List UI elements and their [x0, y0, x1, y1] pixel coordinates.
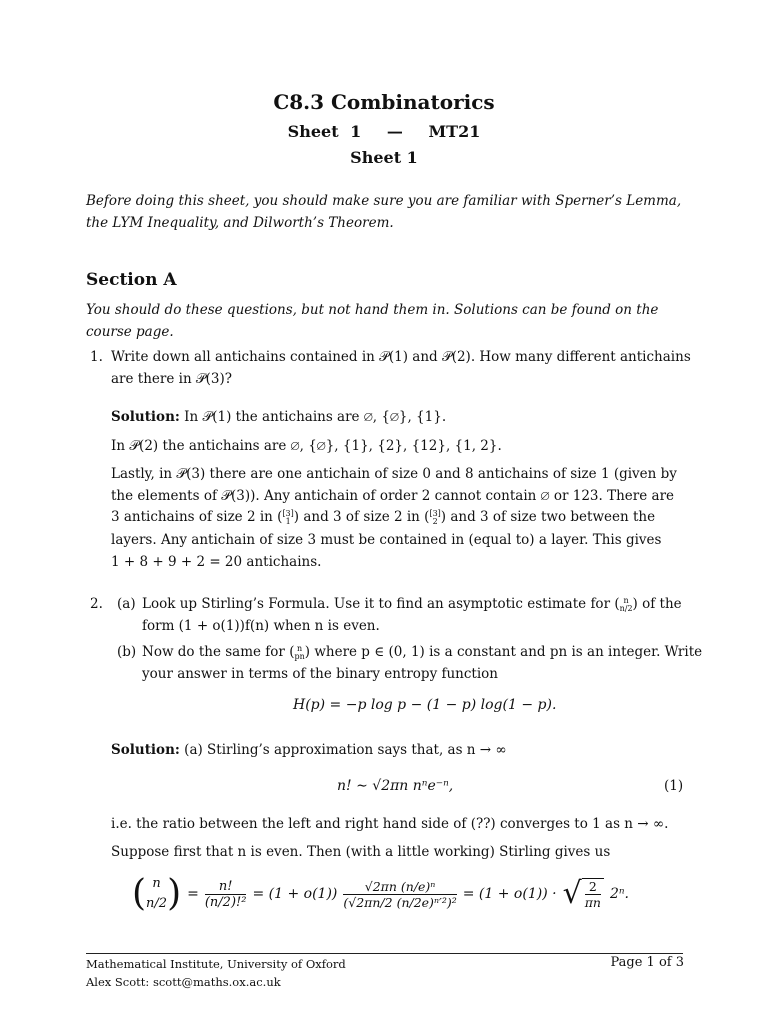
q1-solution-line-3b: the elements of 𝒫(3)). Any antichain of order 2 cannot contain ∅ or 123. There are — [111, 488, 675, 504]
binom-3-1: ([3] 1 ) — [277, 508, 300, 526]
question-2-number: 2. — [90, 596, 103, 612]
q1-sol3c-part-c: and 3 of size two between the — [450, 509, 656, 525]
sheet-label: Sheet 1 — [287, 122, 362, 141]
footer-rule — [86, 953, 683, 954]
fraction-stirling: $\frac{\text{√2πn (n/e)ⁿ}}{\text{(√2πn/2 (n/2e)ⁿ′²)²}}$ — [343, 878, 457, 910]
big-binom: ( n n/2 ) — [132, 873, 182, 914]
q2a-line-1 — [142, 596, 682, 613]
subtitle-dash: — — [386, 122, 403, 141]
q1-solution-line-3e: 1 + 8 + 9 + 2 = 20 antichains. — [111, 554, 322, 570]
footer-institute: Mathematical Institute, University of Oxford — [86, 957, 346, 971]
equation-number-1: (1) — [664, 778, 684, 794]
q2b-line-1-post: where p ∈ (0, 1) is a constant and pn is an integer. Write — [314, 644, 703, 660]
sqrt-fraction: √ 2 πn — [563, 878, 604, 910]
term-label: MT21 — [428, 122, 481, 141]
equation-tail: 2ⁿ. — [609, 886, 629, 902]
section-a-heading: Section A — [86, 270, 177, 290]
footer-page-number: Page 1 of 3 — [610, 955, 684, 970]
q2-solution-line-2: i.e. the ratio between the left and right hand side of (??) converges to 1 as n → ∞. — [111, 816, 669, 832]
sheet-subtitle-2: Sheet 1 — [350, 148, 418, 167]
binom-3-2: ([3] 2 ) — [424, 508, 447, 526]
q1-solution-text-1: In 𝒫(1) the antichains are ∅, {∅}, {1}. — [184, 409, 447, 425]
binom-n-pn: ( n pn) — [289, 643, 311, 661]
question-1-line-1: Write down all antichains contained in 𝒫(1) and 𝒫(2). How many different antichains — [111, 349, 691, 365]
binomial-asymptotic-equation: ( n n/2 ) = $\frac{n!}{\text{(n/2)!²}}$ = (1 + o(1)) $\frac{\text{√2πn (n/e)ⁿ}}{\text{(√2πn/2 (n/2e)ⁿ′²)²}}$ = (1 + o(1)) · √ 2 πn 2ⁿ. — [132, 873, 629, 914]
fraction-factorial: $\frac{n!}{\text{(n/2)!²}}$ — [204, 878, 247, 910]
q1-sol3c-part-a: 3 antichains of size 2 in — [111, 509, 273, 525]
q2-solution-line-1 — [111, 742, 507, 758]
q2b-label: (b) — [117, 644, 137, 660]
q1-solution-line-1 — [111, 409, 446, 425]
q2-solution-line-3: Suppose first that n is even. Then (with a little working) Stirling gives us — [111, 844, 611, 860]
q2b-line-2: your answer in terms of the binary entropy function — [142, 666, 498, 682]
q1-solution-line-3d: layers. Any antichain of size 3 must be contained in (equal to) a layer. This gives — [111, 532, 662, 548]
page-title: C8.3 Combinatorics — [273, 90, 495, 114]
question-1-line-2: are there in 𝒫(3)? — [111, 371, 233, 387]
q1-solution-line-2: In 𝒫(2) the antichains are ∅, {∅}, {1}, {2}, {12}, {1, 2}. — [111, 438, 502, 454]
q2a-line-1-post: of the — [642, 596, 682, 612]
intro-paragraph: Before doing this sheet, you should make sure you are familiar with Sperner’s Lemma, the LYM Inequality, and Dilworth’s Theorem. — [86, 193, 682, 231]
q2b-line-1 — [142, 644, 702, 661]
q2a-line-2: form (1 + o(1))f(n) when n is even. — [142, 618, 380, 634]
q2b-line-1-pre: Now do the same for — [142, 644, 285, 660]
q2a-line-1-pre: Look up Stirling’s Formula. Use it to find an asymptotic estimate for — [142, 596, 611, 612]
equation-rhs: = (1 + o(1)) · — [462, 886, 557, 902]
entropy-equation: H(p) = −p log p − (1 − p) log(1 − p). — [293, 697, 557, 713]
question-1-number: 1. — [90, 349, 103, 365]
q1-solution-label: Solution: — [111, 409, 180, 425]
q1-sol3c-part-b: and 3 of size 2 in — [303, 509, 420, 525]
q1-solution-line-3c — [111, 509, 655, 526]
section-a-intro: You should do these questions, but not hand them in. Solutions can be found on the course page. — [86, 302, 659, 340]
q2-solution-text-1: (a) Stirling’s approximation says that, as n → ∞ — [184, 742, 507, 758]
q2-solution-label: Solution: — [111, 742, 180, 758]
sheet-subtitle — [0, 122, 768, 141]
q1-solution-line-3a: Lastly, in 𝒫(3) there are one antichain of size 0 and 8 antichains of size 1 (given by — [111, 466, 677, 482]
equation-middle-term: = (1 + o(1)) — [252, 886, 338, 902]
footer-author: Alex Scott: scott@maths.ox.ac.uk — [86, 975, 281, 989]
binom-n-n2: ( n n/2) — [614, 595, 638, 613]
q2a-label: (a) — [117, 596, 136, 612]
stirling-equation: n! ∼ √2πn nⁿe⁻ⁿ, — [337, 778, 454, 794]
